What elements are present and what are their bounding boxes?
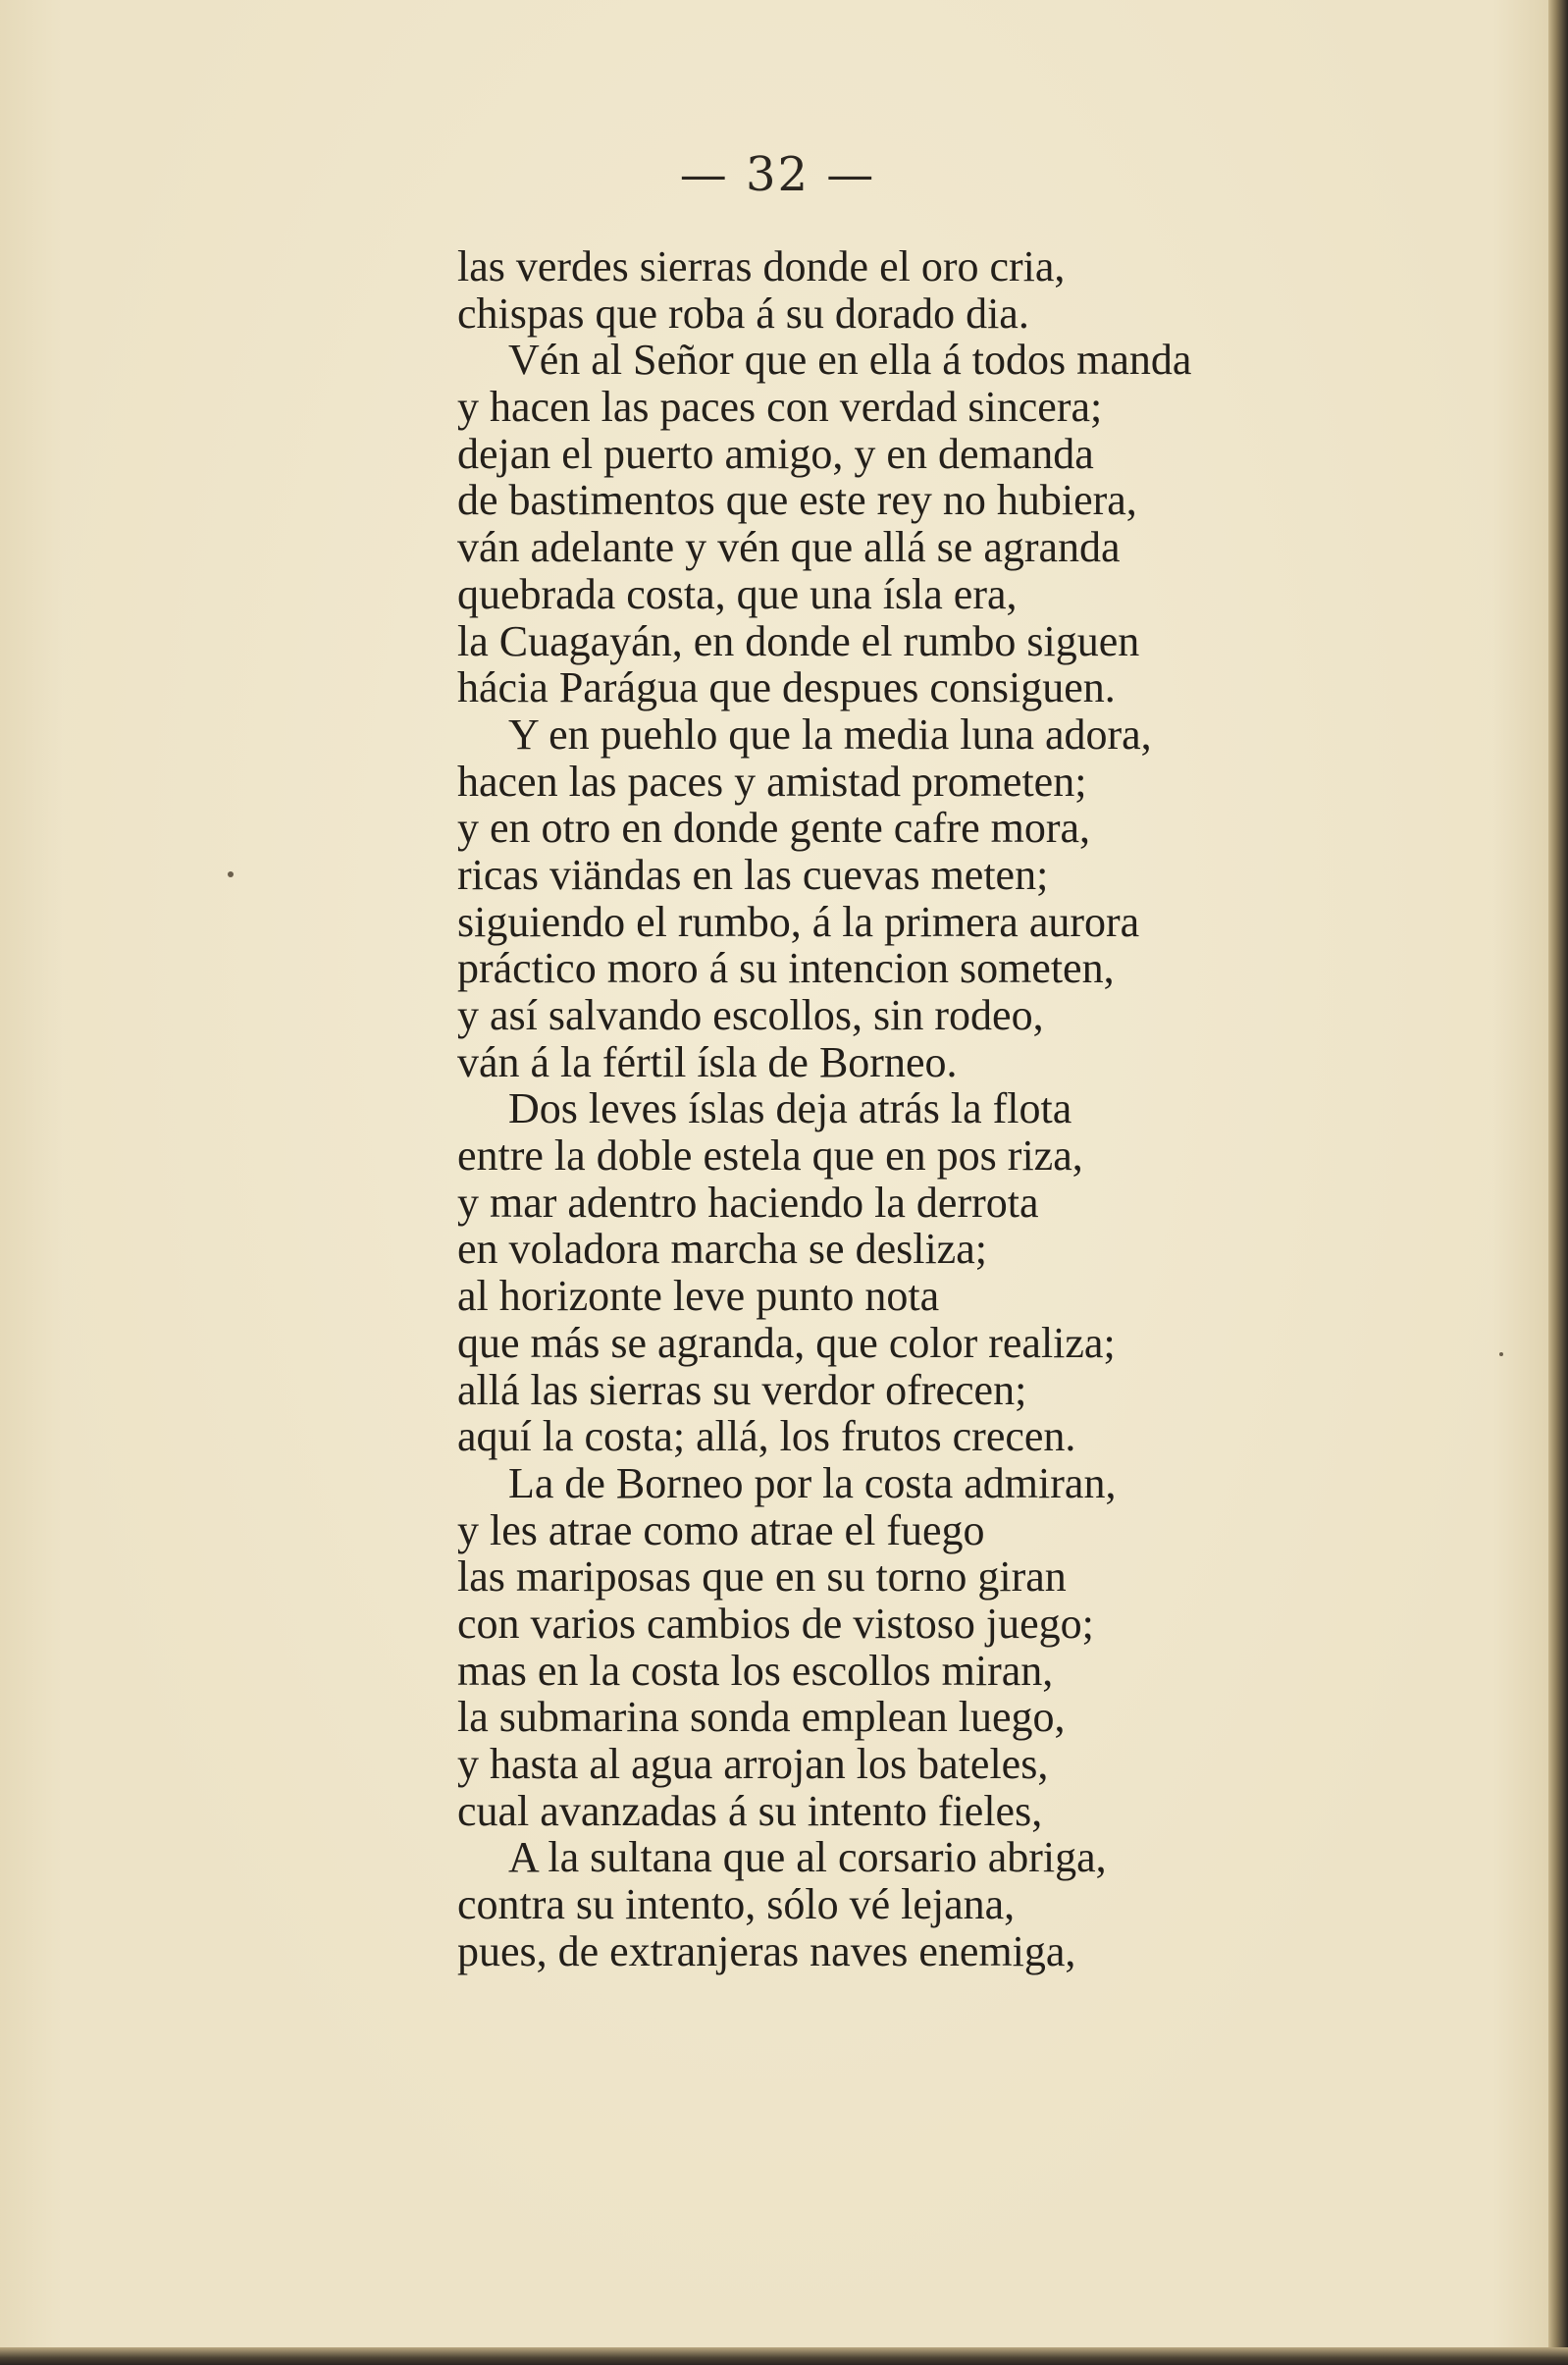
page-bottom-edge	[0, 2347, 1568, 2365]
poem-line: y en otro en donde gente cafre mora,	[457, 804, 1091, 853]
poem-line: mas en la costa los escollos miran,	[457, 1646, 1054, 1695]
poem-line: dejan el puerto amigo, y en demanda	[457, 429, 1094, 478]
print-speck	[228, 871, 234, 877]
poem-line: hácia Parágua que despues consiguen.	[457, 663, 1116, 712]
poem-line: La de Borneo por la costa admiran,	[508, 1458, 1117, 1507]
poem-line: y hasta al agua arrojan los bateles,	[457, 1740, 1049, 1788]
poem-line: Vén al Señor que en ella á todos manda	[508, 336, 1192, 385]
poem-line: siguiendo el rumbo, á la primera aurora	[457, 897, 1140, 946]
poem-line: cual avanzadas á su intento fieles,	[457, 1786, 1043, 1835]
poem-line: la Cuagayán, en donde el rumbo siguen	[457, 616, 1140, 665]
poem-line: en voladora marcha se desliza;	[457, 1225, 987, 1274]
poem-line: hacen las paces y amistad prometen;	[457, 757, 1087, 806]
poem-line: al horizonte leve punto nota	[457, 1272, 940, 1321]
page-number: — 32 —	[679, 147, 876, 202]
poem-line: ván adelante y vén que allá se agranda	[457, 523, 1121, 572]
poem-line: Y en puehlo que la media luna adora,	[508, 710, 1152, 759]
poem-line: las mariposas que en su torno giran	[457, 1552, 1067, 1602]
print-speck	[1499, 1352, 1503, 1356]
poem-line: con varios cambios de vistoso juego;	[457, 1599, 1094, 1648]
poem-line: ván á la fértil ísla de Borneo.	[457, 1037, 958, 1086]
poem-line: práctico moro á su intencion someten,	[457, 944, 1115, 993]
poem-text	[457, 243, 1438, 1974]
poem-line: chispas que roba á su dorado dia.	[457, 289, 1029, 338]
poem-line: quebrada costa, que una ísla era,	[457, 569, 1018, 618]
poem-line: que más se agranda, que color realiza;	[457, 1318, 1116, 1367]
poem-line: y les atrae como atrae el fuego	[457, 1505, 985, 1554]
poem-line: pues, de extranjeras naves enemiga,	[457, 1926, 1076, 1975]
poem-line: contra su intento, sólo vé lejana,	[457, 1880, 1016, 1929]
poem-line: y mar adentro haciendo la derrota	[457, 1178, 1039, 1227]
poem-line: y así salvando escollos, sin rodeo,	[457, 991, 1044, 1039]
poem-line: entre la doble estela que en pos riza,	[457, 1131, 1083, 1181]
poem-line: las verdes sierras donde el oro cria,	[457, 242, 1066, 290]
poem-line: aquí la costa; allá, los frutos crecen.	[457, 1412, 1076, 1461]
poem-line: Dos leves íslas deja atrás la flota	[508, 1084, 1072, 1133]
poem-line: de bastimentos que este rey no hubiera,	[457, 476, 1137, 525]
poem-line: y hacen las paces con verdad sincera;	[457, 383, 1103, 432]
poem-line: A la sultana que al corsario abriga,	[508, 1833, 1107, 1882]
poem-line: la submarina sonda emplean luego,	[457, 1693, 1066, 1742]
poem-line: allá las sierras su verdor ofrecen;	[457, 1365, 1027, 1414]
page-right-edge	[1548, 0, 1568, 2365]
poem-line: ricas viändas en las cuevas meten;	[457, 850, 1049, 899]
